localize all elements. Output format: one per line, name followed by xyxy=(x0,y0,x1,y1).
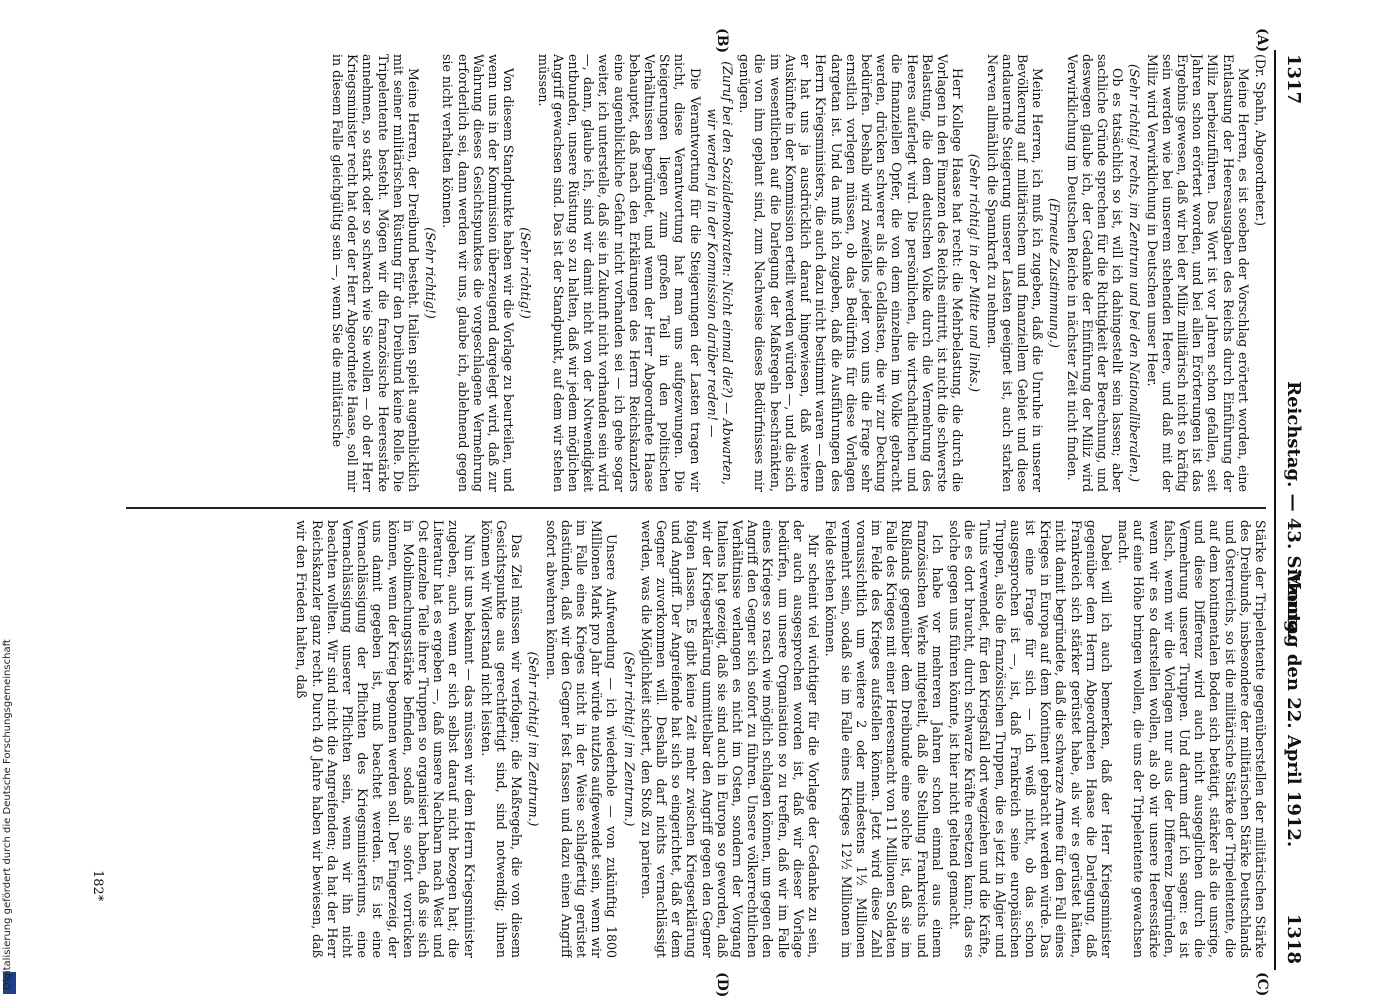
right-text-column xyxy=(118,520,1268,958)
margin-marker-b: (B) xyxy=(714,28,730,54)
paragraph: Meine Herren, es ist soeben der Vorschlag erörtert worden, eine Entlastung der Heeresausgaben des Reichs durch Einführung der Miliz herbeizuführen. Das Wort ist vor Jahren schon gefallen, seit Jahren schon erörtert worden, und bei allen Erörterungen ist das Ergebnis gewesen, daß wir bei der Miliz militärisch nicht so kräftig sein werden wie bei unserem stehenden Heere, und daß mit der Miliz wird Verwirklichung in Deutschen unser Heer. xyxy=(1144,54,1251,492)
paragraph: (Dr. Spahn, Abgeordneter.) xyxy=(1253,54,1268,227)
interjection: (Sehr richtig!) xyxy=(518,227,534,319)
paragraph: Das Ziel müssen wir verfolgen; die Maßregeln, die von diesem Gesichtspunkte aus gerechtfertigt sind, sind notwendig; ihnen können wir Widerstand nicht leisten. xyxy=(478,520,525,958)
paragraph: Meine Herren, der Dreibund besteht. Italien spielt augenblicklich mit seiner militärischen Rüstung für den Dreibund keine Rolle. Die Tripelentente besteht. Mögen wir die französische Heeresstärke annehmen, so stark oder so schwach wie Sie wollen — ob der Herr Kriegsminister recht hat oder der Herr Abgeordnete Haase, soll mir in diesem Falle gleichgültig sein —, wenn Sie die militärische xyxy=(330,54,422,492)
interjection: (Sehr richtig!) xyxy=(423,227,439,319)
margin-marker-c: (C) xyxy=(1254,972,1270,997)
signature-mark: 182* xyxy=(90,870,105,902)
page-header xyxy=(1274,50,1310,970)
paragraph: Stärke der Tripelentente gegenüberstellen der militärischen Stärke des Dreibunds, insbesondere der militärischen Stärke Deutschlands und Österreichs, so ist die militärische Stärke der Tripelentente, die auf dem kontinentalen Boden sich betätigt, stärker als die unsrige, und diese Differenz wird auch nicht ausgeglichen durch die Vermehrung unserer Truppen. Und darum darf ich sagen: es ist falsch, wenn wir die Vorlagen nur aus der Differenz begründen, wenn wir es so darstellen wollen, als ob wir unsere Heeresstärke auf eine Höhe bringen wollen, die uns der Tripelentente gewachsen macht. xyxy=(1116,520,1268,958)
interjection: (Sehr richtig! im Zentrum.) xyxy=(621,651,637,827)
digitization-credit xyxy=(0,600,20,1000)
paragraph: Meine Herren, ich muß ich zugeben, daß die Unruhe in unserer Bevölkerung auf militärischem und finanziellem Gebiet und diese andauernde Steigerung unserer Lasten geeignet ist, auch starken Nerven allmählich die Spannkraft zu nehmen. xyxy=(984,54,1046,492)
interjection: (Erneute Zustimmung.) xyxy=(1047,198,1063,348)
page-number-right: 1318 xyxy=(1283,913,1304,964)
session-title: Reichstag. — 43. Sitzung. xyxy=(1283,381,1304,639)
interjection: (Sehr richtig! in der Mitte und links.) xyxy=(967,153,983,393)
interjection: (Sehr richtig! rechts, im Zentrum und bei den Nationalliberalen.) xyxy=(1127,63,1143,483)
left-text-column xyxy=(118,54,1268,492)
paragraph: Dabei will ich auch bemerken, daß der Herr Kriegsminister gegenüber dem Herrn Abgeordneten Haase die Darlegung, daß Frankreich sich stärker gerüstet habe, als wir es gerüstet hätten, nicht damit begründete, daß die schwarze Armee für den Fall eines Krieges in Europa auf dem Kontinent gebracht werden würde. Das ist eine Frage für sich — ich weiß nicht, ob das schon ausgesprochen ist —, ist, daß Frankreich seine europäischen Truppen, also die französischen Truppen, die es jetzt in Algier und Tunis verwendet, für den Kriegsfall dort wegziehen und die Kräfte, die es dort braucht, durch schwarze Kräfte ersetzen kann; das es solche gegen uns führen könnte, ist hier nicht geltend gemacht. xyxy=(946,520,1114,958)
paragraph: Unsere Aufwendung — ich wiederhole — von zukünftig 1800 Millionen Mark pro Jahr würde nutzlos aufgewendet sein, wenn wir im Falle eines Krieges nicht in der Weise schlagfertig gerüstet dastünden, daß wir den Gegner fest fassen und dazu einen Angriff sofort abwehren können. xyxy=(543,520,620,958)
paragraph: Die Verantwortung für die Steigerungen der Lasten tragen wir nicht, diese Verantwortung hat man uns aufgezwungen. Die Steigerungen liegen zum großen Teil in den politischen Verhältnissen begründet, und wenn der Herr Abgeordnete Haase behauptet, daß nach den Erklärungen des Herrn Reichskanzlers eine augenblickliche Gefahr nicht vorhanden sei — ich gehe sogar weiter, ich unterstelle, daß sie in Zukunft nicht vorhanden sein wird —, dann, glaube ich, sind wir damit nicht von der Notwendigkeit entbunden, unsere Rüstung so zu halten, daß wir jedem möglichen Angriff gewachsen sind. Das ist der Standpunkt, auf dem wir stehen müssen. xyxy=(535,54,703,492)
margin-marker-a: (A) xyxy=(1254,28,1270,53)
paragraph: Von diesem Standpunkte haben wir die Vorlage zu beurteilen, und wenn uns in der Kommission überzeugend dargelegt wird, daß zur Wahrung dieses Gesichtspunktes die vorgeschlagene Vermehrung erforderlich sei, dann werden wir uns, glaube ich, ablehnend gegen sie nicht verhalten können. xyxy=(440,54,517,492)
paragraph: Herr Kollege Haase hat recht: die Mehrbelastung, die durch die Vorlagen in den Finanzen des Reichs eintritt, ist nicht die schwerste Belastung, die dem deutschen Volke durch die Vermehrung des Heeres auferlegt wird. Die persönlichen, die wirtschaftlichen und die finanziellen Opfer, die von dem einzelnen im Volke gebracht werden, drücken schwerer als die Geldlasten, die wir zur Deckung bedürfen. Deshalb wird zweifellos jeder von uns die Frage sehr ernstlich vorlegen müssen, ob das Bedürfnis für diese Vorlagen dargetan ist. Und da muß ich zugeben, daß die Ausführungen des Herrn Kriegsministers, die auch dazu nicht bestimmt waren — denn er hat uns ja ausdrücklich darauf hingewiesen, daß weitere Auskünfte in der Kommission erteilt werden würden —, und die sich im wesentlichen auf die Darlegung der Maßregeln beschränkten, die von ihm geplant sind, zum Nachweise dieses Bedürfnisses mir genügen. xyxy=(737,54,966,492)
interjection: (Sehr richtig! im Zentrum.) xyxy=(526,651,542,827)
document-page xyxy=(60,28,1310,998)
paragraph: Ich habe vor mehreren Jahren schon einmal aus einem französischen Werke mitgeteilt, daß die Stellung Frankreichs und Rußlands gegenüber dem Dreibunde eine solche ist, daß sie im Falle des Krieges mit einer Heeresmacht von 11 Millionen Soldaten im Felde des Krieges aufstellen können. Jetzt wird diese Zahl voraussichtlich um weitere 2 oder mindestens 1½ Millionen vermehrt sein, sodaß sie im Falle eines Krieges 12½ Millionen im Felde stehen können. xyxy=(823,520,945,958)
margin-marker-d: (D) xyxy=(714,972,730,998)
paragraph: Mir scheint viel wichtiger für die Vorlage der Gedanke zu sein, der auch ausgesprochen worden ist, daß wir dieser Vorlage bedürfen, um unsere Organisation so zu treffen, daß wir im Falle eines Krieges so rasch wie möglich schlagen können, um gegen den Angriff den Gegner sich sofort zu führen. Unsere völkerrechtlichen Verhältnisse verlangen es nicht im Osten, sondern der Vorgang Italiens hat gezeigt, daß sie sind auch in Europa so geworden, daß wir der Kriegserklärung unmittelbar den Angriff gegen den Gegner folgen lassen. Es gibt keine Zeit mehr zwischen Kriegserklärung und Angriff. Der Angreifende hat sich so eingerichtet, daß er dem Gegner zuvorkommen will. Deshalb darf nichts vernachlässigt werden, was die Möglichkeit sichert, den Stoß zu parieren. xyxy=(638,520,822,958)
paragraph: Ob es tatsächlich so ist, will ich dahingestellt sein lassen; aber sachliche Gründe sprechen für die Richtigkeit der Berechnung, und deswegen glaube ich, der Gedanke der Einführung der Miliz wird Verwirklichung im Deutschen Reiche in nächster Zeit nicht finden. xyxy=(1064,54,1126,492)
column-divider xyxy=(126,507,1266,509)
session-date: Montag den 22. April 1912. xyxy=(1283,570,1304,848)
interjection: (Zuruf bei den Sozialdemokraten: Nicht einmal die?) — Abwarten, wir werden ja in der Kommission darüber reden! — xyxy=(704,61,736,485)
page-number-left: 1317 xyxy=(1283,54,1304,105)
paragraph: Nun ist uns bekannt — das müssen wir dem Herrn Kriegsminister zugeben, auch wenn er sich selbst darauf nicht bezogen hat; die Literatur hat es ergeben —, daß unsere Nachbarn nach West und Ost einzelne Teile ihrer Truppen so organisiert haben, daß sie sich in Mobilmachungsstärke befinden, sodaß sie sofort vorrücken können, wenn der Krieg begonnen werden soll. Der Fingerzeig, der uns damit gegeben ist, muß beachtet werden. Es ist eine Vernachlässigung der Pflichten des Kriegsministeriums, eine Vernachlässigung unserer Pflichten sein, wenn wir ihn nicht beachten wollten. Wir sind nicht die Angreifenden; da hat der Herr Reichskanzler ganz recht. Durch 40 Jahre haben wir bewiesen, daß wir den Frieden halten, daß xyxy=(294,520,477,958)
credit-text: Digitalisierung gefördert durch die Deutsche Forschungsgemeinschaft xyxy=(2,639,13,990)
